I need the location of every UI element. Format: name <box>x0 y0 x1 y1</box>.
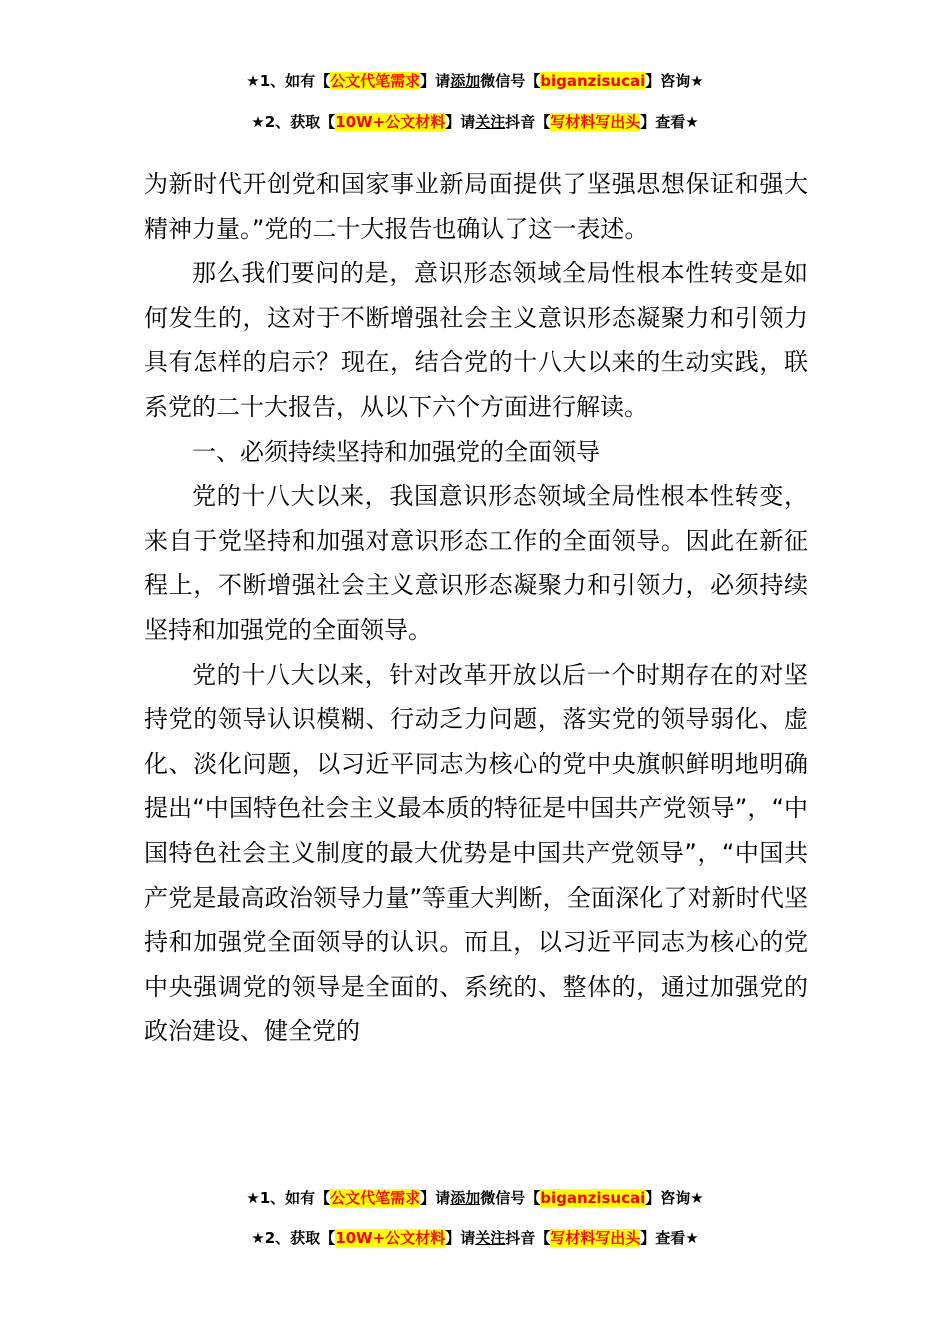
promo-text: 】查看★ <box>640 1229 699 1247</box>
paragraph: 那么我们要问的是，意识形态领域全局性根本性转变是如何发生的，这对于不断增强社会主义意识形态凝聚力和引领力具有怎样的启示？现在，结合党的十八大以来的生动实践，联系党的二十大报告，从以下六个方面进行解读。 <box>144 259 808 421</box>
promo-emphasis: 添加 <box>450 72 481 90</box>
promo-text: 】请 <box>445 1229 476 1247</box>
promo-highlight: 公文代笔需求 <box>330 1189 421 1207</box>
promo-text: 抖音【 <box>505 1229 551 1247</box>
promo-text: 】查看★ <box>640 113 699 131</box>
promo-text: 】请 <box>420 1189 451 1207</box>
promo-douyin-id: 写材料写出头 <box>550 1229 641 1247</box>
promo-highlight: 公文代笔需求 <box>330 72 421 90</box>
promo-text: 微信号【 <box>480 1189 541 1207</box>
promo-highlight: 10W+公文材料 <box>335 113 446 131</box>
promo-emphasis: 添加 <box>450 1189 481 1207</box>
section-heading: 一、必须持续坚持和加强党的全面领导 <box>192 437 600 466</box>
promo-text: ★1、如有【 <box>246 1189 331 1207</box>
document-body <box>144 162 808 1054</box>
promo-douyin-id: 写材料写出头 <box>550 113 641 131</box>
promo-text: 】咨询★ <box>645 1189 704 1207</box>
promo-text: 微信号【 <box>480 72 541 90</box>
paragraph: 为新时代开创党和国家事业新局面提供了坚强思想保证和强大精神力量。”党的二十大报告也确认了这一表述。 <box>144 170 808 243</box>
promo-text: 抖音【 <box>505 113 551 131</box>
promo-wechat-id: biganzisucai <box>540 72 646 90</box>
promo-emphasis: 关注 <box>475 113 506 131</box>
top-promo-line-2 <box>0 111 950 133</box>
promo-highlight: 10W+公文材料 <box>335 1229 446 1247</box>
promo-text: ★2、获取【 <box>251 113 336 131</box>
promo-text: ★1、如有【 <box>246 72 331 90</box>
bottom-promo-line-2 <box>0 1227 950 1249</box>
paragraph: 党的十八大以来，针对改革开放以后一个时期存在的对坚持党的领导认识模糊、行动乏力问题，落实党的领导弱化、虚化、淡化问题，以习近平同志为核心的党中央旗帜鲜明地明确提出“中国特色社会主义最本质的特征是中国共产党领导”，“中国特色社会主义制度的最大优势是中国共产党领导”，“中国共产党是最高政治领导力量”等重大判断，全面深化了对新时代坚持和加强党全面领导的认识。而且，以习近平同志为核心的党中央强调党的领导是全面的、系统的、整体的，通过加强党的政治建设、健全党的 <box>144 660 808 1046</box>
top-promo-line-1 <box>0 70 950 92</box>
bottom-promo-line-1 <box>0 1187 950 1209</box>
promo-emphasis: 关注 <box>475 1229 506 1247</box>
promo-wechat-id: biganzisucai <box>540 1189 646 1207</box>
promo-text: ★2、获取【 <box>251 1229 336 1247</box>
promo-text: 】咨询★ <box>645 72 704 90</box>
promo-text: 】请 <box>420 72 451 90</box>
promo-text: 】请 <box>445 113 476 131</box>
paragraph: 党的十八大以来，我国意识形态领域全局性根本性转变，来自于党坚持和加强对意识形态工作的全面领导。因此在新征程上，不断增强社会主义意识形态凝聚力和引领力，必须持续坚持和加强党的全面领导。 <box>144 482 808 644</box>
